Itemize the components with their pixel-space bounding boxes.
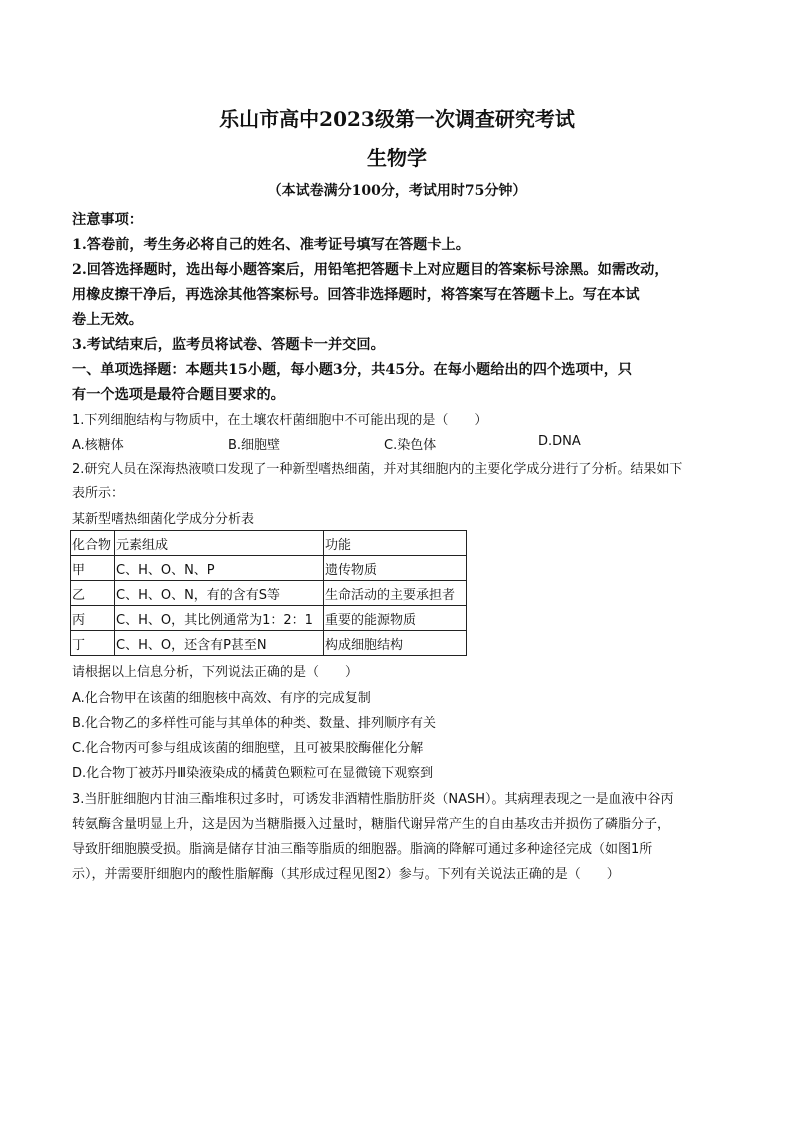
notice-heading: 注意事项：: [72, 212, 143, 228]
q2-question: 请根据以上信息分析，下列说法正确的是（ ）: [72, 665, 359, 680]
table-row: [71, 606, 467, 631]
section-heading-line-1: 一、单项选择题：本题共15小题，每小题3分，共45分。在每小题给出的四个选项中，只: [72, 362, 633, 378]
q3-line-2: 转氨酶含量明显上升，这是因为当糖脂摄入过量时，糖脂代谢异常产生的自由基攻击并损伤了磷脂分子，: [72, 817, 671, 832]
header-cell: 化合物: [71, 531, 115, 556]
exam-note: （本试卷满分100分，考试用时75分钟）: [267, 183, 527, 199]
q2-option-d: D.化合物丁被苏丹Ⅲ染液染成的橘黄色颗粒可在显微镜下观察到: [72, 766, 434, 781]
header-cell: 元素组成: [115, 531, 324, 556]
table-cell: 丁: [71, 631, 115, 656]
table-row: [71, 581, 467, 606]
subject-title: 生物学: [367, 146, 427, 170]
table-cell: 甲: [71, 556, 115, 581]
table-cell: 乙: [71, 581, 115, 606]
notice-item-1: 1.答卷前，考生务必将自己的姓名、准考证号填写在答题卡上。: [72, 237, 470, 253]
q3-line-4: 示），并需要肝细胞内的酸性脂解酶（其形成过程见图2）参与。下列有关说法正确的是（ ）: [72, 867, 620, 882]
q2-stem-line-2: 表所示：: [72, 486, 125, 501]
notice-item-3: 3.考试结束后，监考员将试卷、答题卡一并交回。: [72, 337, 385, 353]
q1-option-b: B.细胞壁: [228, 438, 281, 453]
header-cell: 功能: [324, 531, 467, 556]
q2-option-a: A.化合物甲在该菌的细胞核中高效、有序的完成复制: [72, 691, 371, 706]
exam-title: 乐山市高中2023级第一次调查研究考试: [219, 107, 575, 131]
notice-item-2-line-3: 卷上无效。: [72, 312, 143, 328]
table-cell: C、H、O，还含有P甚至N: [115, 631, 324, 656]
q2-option-b: B.化合物乙的多样性可能与其单体的种类、数量、排列顺序有关: [72, 716, 437, 731]
q1-option-c: C.染色体: [384, 438, 437, 453]
table-row: [71, 556, 467, 581]
table-cell: 遗传物质: [324, 556, 467, 581]
q2-stem-line-1: 2.研究人员在深海热液喷口发现了一种新型嗜热细菌，并对其细胞内的主要化学成分进行了分析。结果如下: [72, 462, 683, 477]
table-cell: 生命活动的主要承担者: [324, 581, 467, 606]
notice-item-2-line-1: 2.回答选择题时，选出每小题答案后，用铅笔把答题卡上对应题目的答案标号涂黑。如需改动，: [72, 262, 669, 278]
section-heading-line-2: 有一个选项是最符合题目要求的。: [72, 387, 285, 403]
table-cell: 构成细胞结构: [324, 631, 467, 656]
table-caption: 某新型嗜热细菌化学成分分析表: [72, 512, 255, 527]
table-cell: C、H、O，其比例通常为1：2：1: [115, 606, 324, 631]
q3-line-1: 3.当肝脏细胞内甘油三酯堆积过多时，可诱发非酒精性脂肪肝炎（NASH）。其病理表现之一是血液中谷丙: [72, 792, 674, 807]
table-cell: C、H、O、N、P: [115, 556, 324, 581]
table-cell: 重要的能源物质: [324, 606, 467, 631]
table-header-row: [71, 531, 467, 556]
q1-option-d: D.DNA: [538, 434, 581, 449]
q1-option-a: A.核糖体: [72, 438, 124, 453]
notice-item-2-line-2: 用橡皮擦干净后，再选涂其他答案标号。回答非选择题时，将答案写在答题卡上。写在本试: [72, 287, 640, 303]
q1-stem: 1.下列细胞结构与物质中，在土壤农杆菌细胞中不可能出现的是（ ）: [72, 413, 488, 428]
table-row: [71, 631, 467, 656]
composition-table: [70, 530, 467, 656]
table-cell: C、H、O、N，有的含有S等: [115, 581, 324, 606]
table-cell: 丙: [71, 606, 115, 631]
q3-line-3: 导致肝细胞膜受损。脂滴是储存甘油三酯等脂质的细胞器。脂滴的降解可通过多种途径完成（如图1所: [72, 842, 653, 857]
q2-option-c: C.化合物丙可参与组成该菌的细胞壁，且可被果胶酶催化分解: [72, 741, 424, 756]
